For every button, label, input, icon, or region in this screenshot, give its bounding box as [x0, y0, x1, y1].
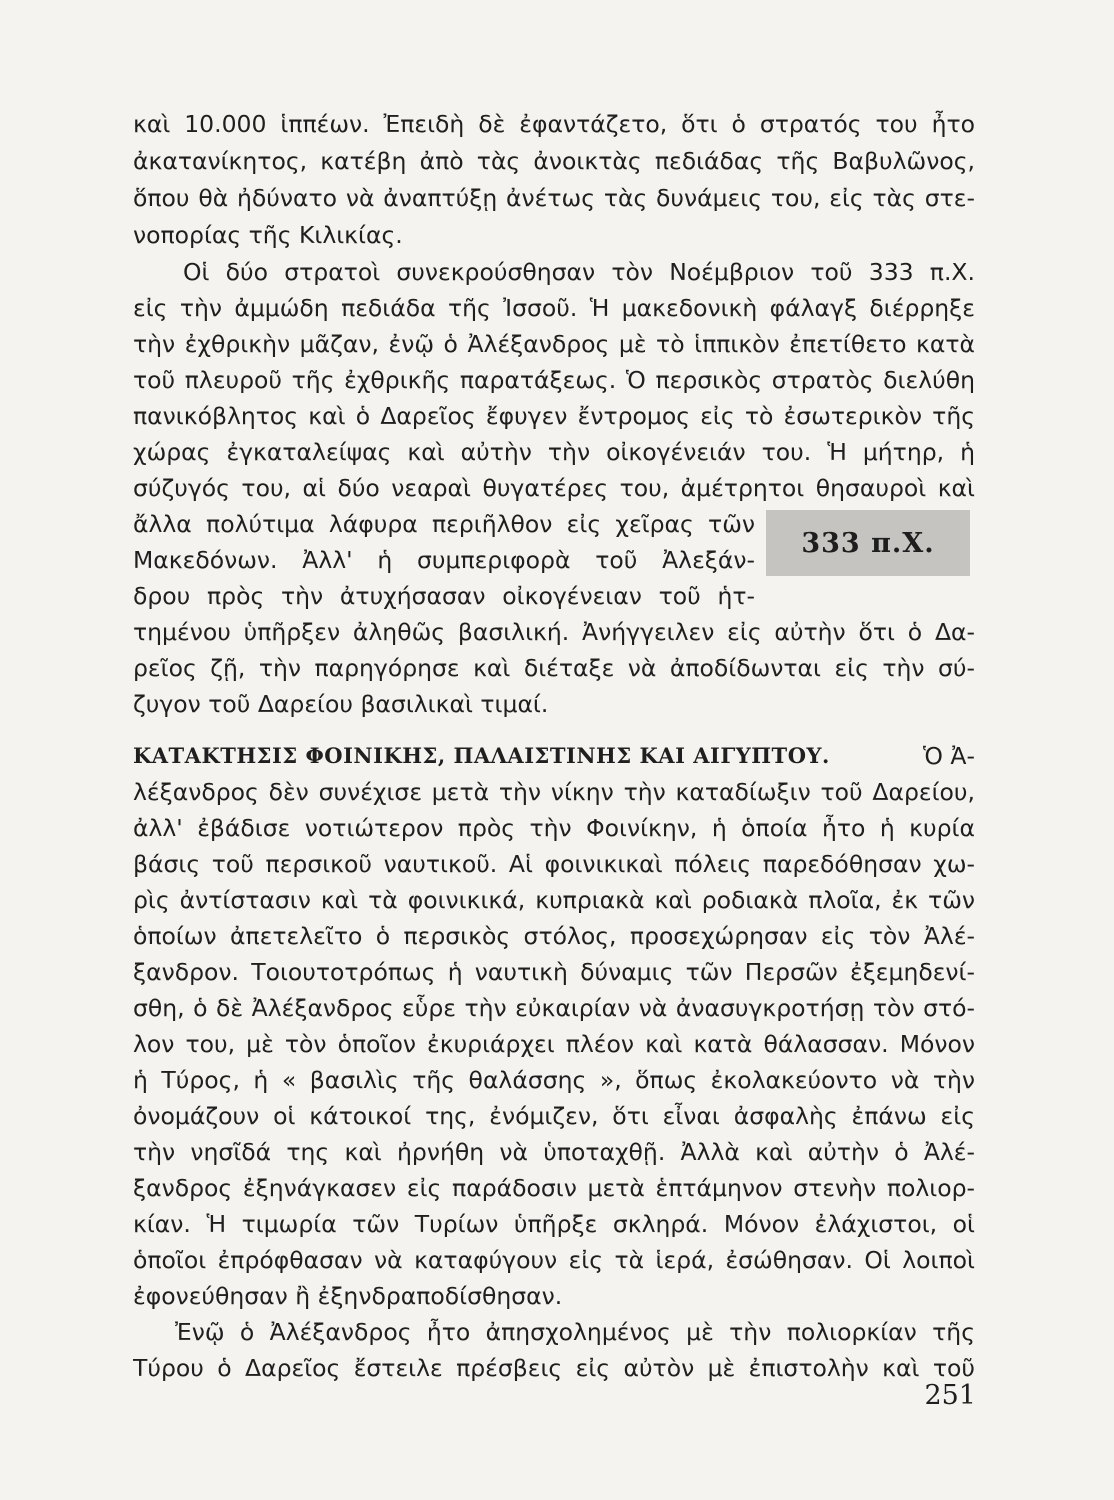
- text-line: πανικόβλητος καὶ ὁ Δαρεῖος ἔφυγεν ἔντρομος εἰς τὸ ἐσωτερικὸν τῆς: [133, 402, 975, 430]
- text-line: κίαν. Ἡ τιμωρία τῶν Τυρίων ὑπῆρξε σκληρά. Μόνον ἐλάχιστοι, οἱ: [133, 1210, 975, 1238]
- text-line: δρου πρὸς τὴν ἀτυχήσασαν οἰκογένειαν τοῦ ἡτ-: [133, 582, 755, 610]
- text-line: εἰς τὴν ἀμμώδη πεδιάδα τῆς Ἰσσοῦ. Ἡ μακεδονικὴ φάλαγξ διέρρηξε: [133, 294, 975, 322]
- paragraph-first-line: Ἐνῷ ὁ Ἀλέξανδρος ἦτο ἀπησχολημένος μὲ τὴν πολιορκίαν τῆς: [175, 1318, 975, 1346]
- text-line: ἄλλα πολύτιμα λάφυρα περιῆλθον εἰς χεῖρας τῶν: [133, 510, 755, 538]
- section-heading: ΚΑΤΑΚΤΗΣΙΣ ΦΟΙΝΙΚΗΣ, ΠΑΛΑΙΣΤΙΝΗΣ ΚΑΙ ΑΙΓΥΠΤΟΥ.: [133, 743, 830, 768]
- text-line: σύζυγός του, αἱ δύο νεαραὶ θυγατέρες του, ἀμέτρητοι θησαυροὶ καὶ: [133, 474, 975, 502]
- text-line: τὴν ἐχθρικὴν μᾶζαν, ἐνῷ ὁ Ἀλέξανδρος μὲ τὸ ἱππικὸν ἐπετίθετο κατὰ: [133, 330, 975, 358]
- text-line: ζυγον τοῦ Δαρείου βασιλικαὶ τιμαί.: [133, 690, 549, 718]
- text-line: ὁποῖοι ἐπρόφθασαν νὰ καταφύγουν εἰς τὰ ἱερά, ἐσώθησαν. Οἱ λοιποὶ: [133, 1246, 975, 1274]
- paragraph-first-line: Οἱ δύο στρατοὶ συνεκρούσθησαν τὸν Νοέμβριον τοῦ 333 π.Χ.: [183, 258, 975, 286]
- text-line: τοῦ πλευροῦ τῆς ἐχθρικῆς παρατάξεως. Ὁ περσικὸς στρατὸς διελύθη: [133, 366, 975, 394]
- text-line: βάσις τοῦ περσικοῦ ναυτικοῦ. Αἱ φοινικικαὶ πόλεις παρεδόθησαν χω-: [133, 850, 975, 878]
- text-line: τὴν νησῖδά της καὶ ἠρνήθη νὰ ὑποταχθῇ. Ἀλλὰ καὶ αὐτὴν ὁ Ἀλέ-: [133, 1138, 975, 1166]
- text-line: Τύρου ὁ Δαρεῖος ἔστειλε πρέσβεις εἰς αὐτὸν μὲ ἐπιστολὴν καὶ τοῦ: [133, 1354, 975, 1382]
- text-line: ὅπου θὰ ἠδύνατο νὰ ἀναπτύξῃ ἀνέτως τὰς δυνάμεις του, εἰς τὰς στε-: [133, 184, 975, 212]
- text-line: ξανδρον. Τοιουτοτρόπως ἡ ναυτικὴ δύναμις τῶν Περσῶν ἐξεμηδενί-: [133, 958, 975, 986]
- date-margin-note: 333 π.Χ.: [766, 510, 970, 576]
- text-line: ρὶς ἀντίστασιν καὶ τὰ φοινικικά, κυπριακὰ καὶ ροδιακὰ πλοῖα, ἐκ τῶν: [133, 886, 975, 914]
- text-line: σθη, ὁ δὲ Ἀλέξανδρος εὗρε τὴν εὐκαιρίαν νὰ ἀνασυγκροτήσῃ τὸν στό-: [133, 994, 975, 1022]
- text-line: Μακεδόνων. Ἀλλ' ἡ συμπεριφορὰ τοῦ Ἀλεξάν-: [133, 546, 755, 574]
- text-line: Ὁ Ἀ-: [923, 742, 975, 770]
- text-line: καὶ 10.000 ἱππέων. Ἐπειδὴ δὲ ἐφαντάζετο, ὅτι ὁ στρατός του ἦτο: [133, 110, 975, 138]
- page-number: 251: [924, 1380, 976, 1411]
- text-line: ὁποίων ἀπετελεῖτο ὁ περσικὸς στόλος, προσεχώρησαν εἰς τὸν Ἀλέ-: [133, 922, 975, 950]
- text-line: ἐφονεύθησαν ἢ ἐξηνδραποδίσθησαν.: [133, 1282, 563, 1310]
- text-line: λον του, μὲ τὸν ὁποῖον ἐκυριάρχει πλέον καὶ κατὰ θάλασσαν. Μόνον: [133, 1030, 975, 1058]
- text-line: ἀκατανίκητος, κατέβη ἀπὸ τὰς ἀνοικτὰς πεδιάδας τῆς Βαβυλῶνος,: [133, 147, 975, 175]
- text-line: ὀνομάζουν οἱ κάτοικοί της, ἐνόμιζεν, ὅτι εἶναι ἀσφαλὴς ἐπάνω εἰς: [133, 1102, 975, 1130]
- text-line: ρεῖος ζῇ, τὴν παρηγόρησε καὶ διέταξε νὰ ἀποδίδωνται εἰς τὴν σύ-: [133, 654, 975, 682]
- text-line: ἀλλ' ἐβάδισε νοτιώτερον πρὸς τὴν Φοινίκην, ἡ ὁποία ἦτο ἡ κυρία: [133, 814, 975, 842]
- text-line: νοπορίας τῆς Κιλικίας.: [133, 221, 403, 249]
- text-line: χώρας ἐγκαταλείψας καὶ αὐτὴν τὴν οἰκογένειάν του. Ἡ μήτηρ, ἡ: [133, 438, 975, 466]
- text-line: τημένου ὑπῆρξεν ἀληθῶς βασιλική. Ἀνήγγειλεν εἰς αὐτὴν ὅτι ὁ Δα-: [133, 618, 975, 646]
- text-line: ξανδρος ἐξηνάγκασεν εἰς παράδοσιν μετὰ ἑπτάμηνον στενὴν πολιορ-: [133, 1174, 975, 1202]
- text-line: λέξανδρος δὲν συνέχισε μετὰ τὴν νίκην τὴν καταδίωξιν τοῦ Δαρείου,: [133, 778, 975, 806]
- text-line: ἡ Τύρος, ἡ « βασιλὶς τῆς θαλάσσης », ὅπως ἐκολακεύοντο νὰ τὴν: [133, 1066, 975, 1094]
